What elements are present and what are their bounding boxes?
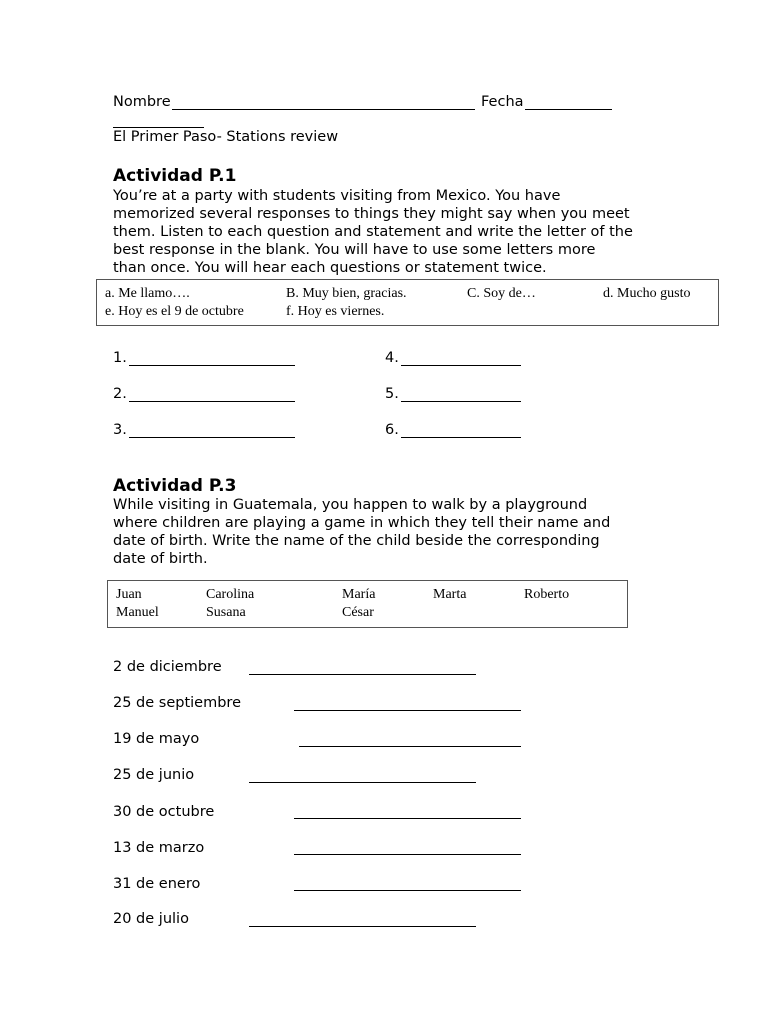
date-blank-continued[interactable]	[113, 127, 204, 128]
answer-4-label: 4.	[385, 350, 399, 366]
date-item: 13 de marzo	[113, 840, 205, 856]
answer-3-blank[interactable]	[129, 437, 295, 438]
answer-2-blank[interactable]	[129, 401, 295, 402]
instruction-line: than once. You will hear each questions or statement twice.	[113, 260, 547, 276]
worksheet-subtitle: El Primer Paso- Stations review	[113, 129, 339, 145]
activity-3-instructions	[113, 496, 610, 568]
option-b: B. Muy bien, gracias.	[286, 286, 407, 301]
date-item: 20 de julio	[113, 911, 189, 927]
answer-6-label: 6.	[385, 422, 399, 438]
answer-2-label: 2.	[113, 386, 127, 402]
answer-4-blank[interactable]	[401, 365, 521, 366]
activity-1-title: Actividad P.1	[113, 166, 237, 186]
name-label: Nombre	[113, 94, 171, 110]
activity-1-instructions	[113, 187, 633, 277]
date-answer-blank[interactable]	[294, 890, 521, 891]
date-answer-blank[interactable]	[249, 782, 476, 783]
option-c: C. Soy de…	[467, 286, 536, 301]
option-e: e. Hoy es el 9 de octubre	[105, 304, 244, 319]
instruction-line: You’re at a party with students visiting from Mexico. You have	[113, 188, 561, 204]
answer-5-label: 5.	[385, 386, 399, 402]
activity-3-title: Actividad P.3	[113, 476, 237, 496]
answer-5-blank[interactable]	[401, 401, 521, 402]
answer-3-label: 3.	[113, 422, 127, 438]
instruction-line: date of birth. Write the name of the child beside the corresponding	[113, 533, 600, 549]
child-name: César	[342, 605, 374, 620]
date-item: 25 de junio	[113, 767, 195, 783]
option-a: a. Me llamo….	[105, 286, 190, 301]
date-answer-blank[interactable]	[249, 674, 476, 675]
child-name: Roberto	[524, 587, 570, 602]
child-name: Marta	[433, 587, 467, 602]
date-item: 2 de diciembre	[113, 659, 222, 675]
instruction-line: them. Listen to each question and statement and write the letter of the	[113, 224, 633, 240]
answer-1-blank[interactable]	[129, 365, 295, 366]
option-f: f. Hoy es viernes.	[286, 304, 385, 319]
child-name: María	[342, 587, 376, 602]
child-name: Juan	[116, 587, 142, 602]
date-item: 31 de enero	[113, 876, 201, 892]
child-name: Carolina	[206, 587, 255, 602]
child-name: Manuel	[116, 605, 159, 620]
instruction-line: While visiting in Guatemala, you happen to walk by a playground	[113, 497, 588, 513]
answer-6-blank[interactable]	[401, 437, 521, 438]
date-item: 30 de octubre	[113, 804, 215, 820]
instruction-line: memorized several responses to things they might say when you meet	[113, 206, 630, 222]
date-answer-blank[interactable]	[299, 746, 521, 747]
date-answer-blank[interactable]	[294, 710, 521, 711]
date-blank[interactable]	[525, 109, 612, 110]
instruction-line: best response in the blank. You will have to use some letters more	[113, 242, 596, 258]
date-answer-blank[interactable]	[294, 818, 521, 819]
date-item: 19 de mayo	[113, 731, 200, 747]
instruction-line: date of birth.	[113, 551, 208, 567]
name-blank[interactable]	[172, 109, 475, 110]
instruction-line: where children are playing a game in which they tell their name and	[113, 515, 611, 531]
answer-1-label: 1.	[113, 350, 127, 366]
date-answer-blank[interactable]	[249, 926, 476, 927]
date-item: 25 de septiembre	[113, 695, 242, 711]
date-answer-blank[interactable]	[294, 854, 521, 855]
child-name: Susana	[206, 605, 246, 620]
date-label: Fecha	[481, 94, 524, 110]
option-d: d. Mucho gusto	[603, 286, 691, 301]
